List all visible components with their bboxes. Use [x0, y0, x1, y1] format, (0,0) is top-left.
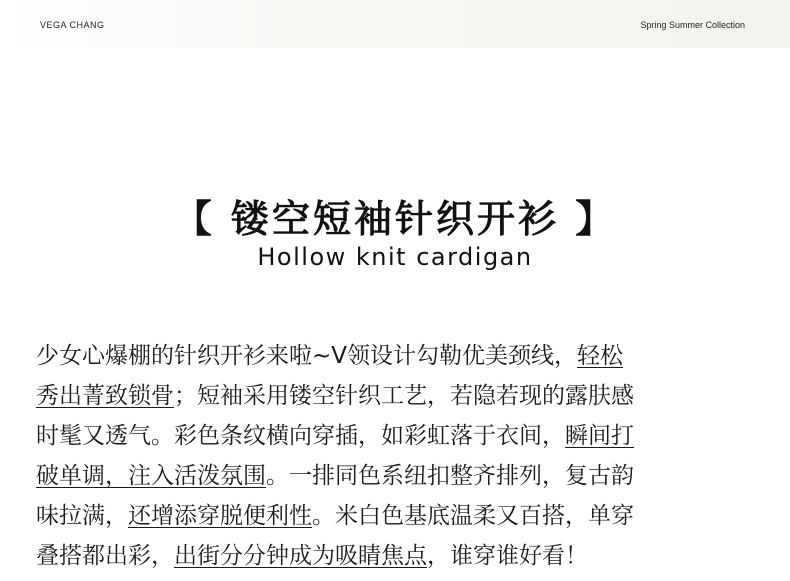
- highlight-text: 破单调，注入活泼氛围: [36, 463, 266, 489]
- description-text: 少女心爆棚的针织开衫来啦~V领设计勾勒优美颈线，: [36, 343, 578, 369]
- highlight-text: 还增添穿脱便利性: [128, 503, 312, 529]
- product-description: [36, 336, 760, 576]
- description-text: 。一排同色系纽扣整齐排列，复古韵: [266, 463, 634, 489]
- header-bar: [0, 0, 790, 48]
- description-text: 叠搭都出彩，: [36, 543, 174, 569]
- product-title-cn: 【 镂空短袖针织开衫 】: [173, 197, 617, 241]
- product-title-en: Hollow knit cardigan: [257, 243, 533, 271]
- description-line: [36, 456, 760, 496]
- description-text: 。米白色基底温柔又百搭，单穿: [312, 503, 634, 529]
- description-text: ，谁穿谁好看！: [427, 543, 588, 569]
- highlight-text: 瞬间打: [565, 423, 634, 449]
- description-line: [36, 416, 760, 456]
- description-text: ；短袖采用镂空针织工艺，若隐若现的露肤感: [174, 383, 634, 409]
- highlight-text: 秀出菁致锁骨: [36, 383, 174, 409]
- brand-name: VEGA CHANG: [40, 20, 105, 30]
- highlight-text: 轻松: [577, 343, 624, 369]
- highlight-text: 出街分分钟成为吸睛焦点: [174, 543, 427, 569]
- description-line: [36, 496, 760, 536]
- description-line: [36, 536, 760, 576]
- collection-label: Spring Summer Collection: [640, 20, 745, 30]
- description-line: [36, 336, 760, 376]
- description-text: 时髦又透气。彩色条纹横向穿插，如彩虹落于衣间，: [36, 423, 565, 449]
- description-line: [36, 376, 760, 416]
- description-text: 味拉满，: [36, 503, 128, 529]
